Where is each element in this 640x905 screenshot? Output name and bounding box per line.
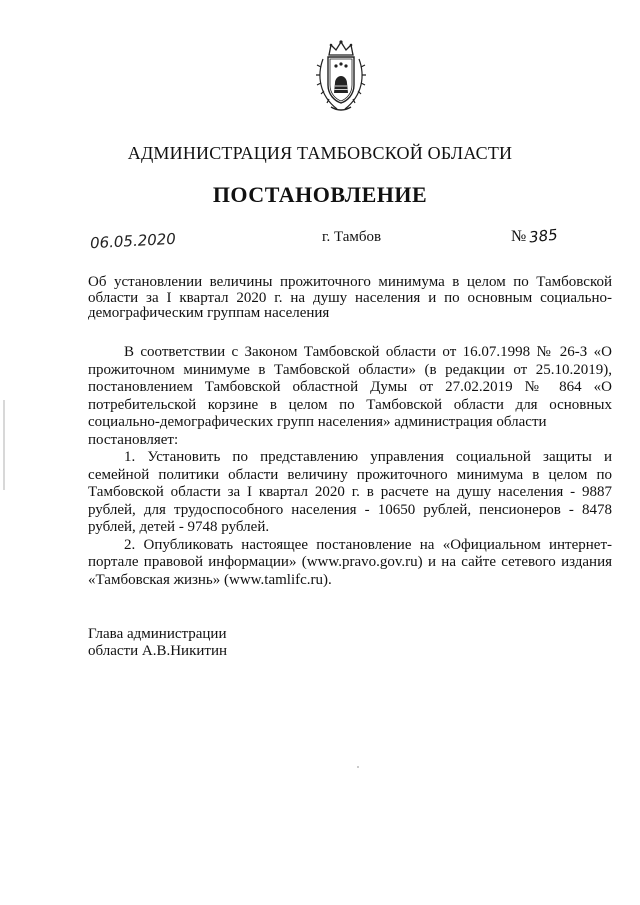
document-number — [511, 227, 558, 246]
document-type: ПОСТАНОВЛЕНИЕ — [212, 182, 428, 207]
clause-2-paragraph: 2. Опубликовать настоящее постановление на «Официальном интернет-портале правовой информации» (www.pravo.gov.ru) и на сайте сетевого издания «Тамбовская жизнь» (www.tamlifc.ru). — [88, 536, 612, 588]
scan-dot — [357, 766, 359, 768]
signature-block — [88, 626, 227, 660]
signature-line-name: области А.В.Никитин — [88, 643, 228, 659]
document-body — [88, 344, 612, 589]
number-value: 385 — [528, 225, 559, 247]
resolves-line: постановляет: — [88, 431, 179, 448]
clause-1-paragraph: 1. Установить по представлению управления социальной защиты и семейной политики области величину прожиточного минимума в целом по Тамбовской области за I квартал 2020 г. в расчете на душу населения - 9887 рублей, для трудоспособного населения - 10650 рублей, пенсионеров - 8478 рублей, детей - 9748 рублей. — [88, 449, 612, 535]
number-prefix: № — [511, 228, 527, 245]
agency-name: АДМИНИСТРАЦИЯ ТАМБОВСКОЙ ОБЛАСТИ — [127, 143, 513, 163]
preamble-paragraph: В соответствии с Законом Тамбовской области от 16.07.1998 № 26-З «О прожиточном минимуме в Тамбовской области» (в редакции от 25.10.2019), постановлением Тамбовской областной Думы от 27.02.2019 № 864 «О потребительской корзине в целом по Тамбовской области для основных социально-демографических групп населения» администрация области — [88, 344, 612, 430]
signature-line-position: Глава администрации — [88, 626, 227, 642]
document-date: 06.05.2020 — [89, 229, 177, 253]
scan-margin-mark — [3, 400, 5, 490]
coat-of-arms-icon — [311, 39, 371, 115]
document-title: Об установлении величины прожиточного минимума в целом по Тамбовской области за I квартал 2020 г. на душу населения и по основным социально-демографическим группам населения — [88, 274, 612, 321]
document-city: г. Тамбов — [322, 229, 382, 245]
